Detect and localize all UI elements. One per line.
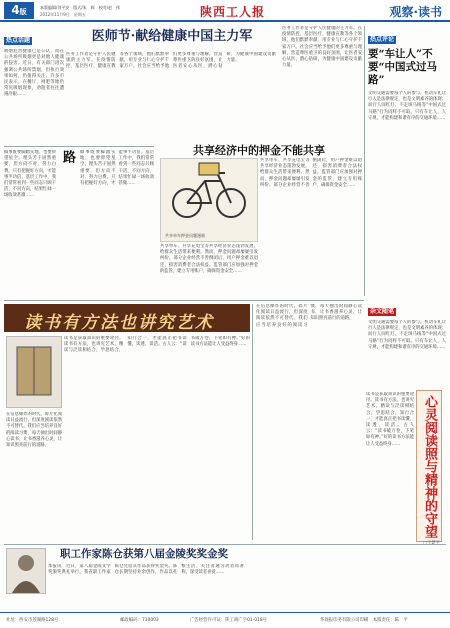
main-headline-block (66, 26, 278, 50)
reading-banner (4, 304, 250, 332)
bicycle-icon (161, 159, 257, 229)
right-commentary-block (368, 26, 446, 296)
reading-article-body: 读书是获取知识的重要途径。读书有方法，也讲究艺术。精读与泛读相结合，学思结合，知行合一，才能真正把书读懂、读透、读活。古人云：“读书破万卷，下笔如有神。”好的读书方法能让人受益终身…… (64, 336, 250, 354)
book-icon (7, 337, 61, 407)
footer-address: 社址：西安市莲湖路128号 (6, 618, 59, 623)
share-headline: 共享经济中的押金不能共享 (193, 144, 325, 157)
vertical-headline-block (58, 150, 78, 300)
editor-line: 本版编辑/刘平安 版式/朱 晖 校对/赵 伟 (40, 5, 121, 10)
right-headline: 要“车让人”不要“中国式过马路” (368, 48, 438, 86)
date-line: 2012年11月9日 星期五 (40, 12, 86, 17)
award-headline: 职工作家陈仓获第八届金陵奖奖金奖 (60, 548, 228, 560)
page-number: 4 (11, 3, 20, 17)
divider (4, 544, 446, 545)
vertical-headline: 路 (60, 150, 75, 163)
page-number-badge (4, 2, 34, 19)
right-article-body: 文明交通需要每个人的参与。机动车礼让行人是法律规定，也是文明素养的体现；而行人闯红灯、不走斑马线等“中国式过马路”行为同样不可取。只有车让人、人守规，才能构建和谐有序的交通环境…… (368, 91, 446, 121)
divider (252, 304, 253, 540)
reading-article-right: 在信息爆炸的时代，碎片化阅读日益流行，但深度阅读依然不可替代。我们应当培养良好的阅读习惯，每天抽出时间静心读书，让书香滋养心灵，让知识照亮前行的道路。 (256, 304, 362, 328)
share-article-body-2: 共享单车、共享充电宝等共享经济业态蓬勃发展，给群众生活带来便利。然而，押金问题却屡屡引发纠纷。部分企业经营不善倒闭后，用户押金难以退还，损害消费者合法权益。监管部门应加强对押金的监管，建立专用账户，确保资金安全…… (160, 244, 258, 274)
award-article-body: 本报讯 近日，第八届金陵文学奖颁奖典礼举行，我省职工作家陈仓凭借其作品获得奖金奖。陈仓长期坚持业余创作，作品以扎根生活、关注普通劳动者而著称，深受读者喜爱…… (48, 564, 244, 576)
page-footer (0, 612, 450, 628)
book-photo (6, 336, 62, 408)
page-header (0, 0, 450, 22)
commentary-tag: 热点评论 (370, 36, 395, 43)
illustration-caption: 共享单车押金问题漫画 (165, 233, 205, 238)
heart-title: 心灵阅读照与精神的守望 (422, 395, 437, 538)
footer-license: 广告经营许可证：陕工商广字01-018号 (190, 618, 268, 623)
essay-body: 文明交通需要每个人的参与。机动车礼让行人是法律规定，也是文明素养的体现；而行人闯红灯、不走斑马线等“中国式过马路”行为同样不可取。只有车让人、人守规，才能构建和谐有序的交通环境…… (368, 320, 446, 350)
footer-printer: 华商报印务有限公司印刷 本版责任：陈 平 (320, 618, 408, 623)
divider (4, 146, 154, 147)
divider (364, 26, 365, 296)
person-icon (7, 549, 45, 593)
top-middle-text: 医务工作者是守护人民健康的主力军。在疫情防控、基层医疗、健康宣教等各个领域，他们默默奉献，用专业与仁心守护千家万户。社会应当给予他们更多尊重与理解，营造尊医重卫的良好氛围，让医者安心从医、潜心钻研，为健康中国建设贡献力量。 (282, 26, 362, 69)
reading-article-body-left: 在信息爆炸的时代，碎片化阅读日益流行，但深度阅读依然不可替代。我们应当培养良好的阅读习惯，每天抽出时间静心读书，让书香滋养心灵，让知识照亮前行的道路。 (6, 412, 62, 449)
left-lead-text: 吸烟危害健康已是公认，而在公共场所吸烟更是对他人健康的侵害。近日，有关部门再次强调公共场所禁烟，但执行效果如何，仍值得关注。许多市民表示，在餐厅、网吧等地仍常见吸烟现象，劝阻者往往遭遇冷眼…… (4, 49, 64, 98)
section-title: 观察·读书 (389, 5, 442, 19)
main-headline: 医师节·献给健康中国主力军 (91, 29, 253, 44)
main-article-body: 医务工作者是守护人民健康的主力军。在疫情防控、基层医疗、健康宣教等各个领域，他们默默奉献，用专业与仁心守护千家万户。社会应当给予他们更多尊重与理解，营造尊医重卫的良好氛围，让医者安心从医、潜心钻研，为健康中国建设贡献力量。 (66, 52, 276, 70)
footer-postcode: 邮政编码：710003 (120, 618, 159, 623)
essay-block (368, 298, 446, 388)
banner-title: 读书有方法也讲究艺术 (24, 313, 214, 333)
masthead: 陕西工人报 (200, 5, 266, 19)
share-article-body: 共享单车、共享充电宝等共享经济业态蓬勃发展，给群众生活带来便利。然而，押金问题却屡屡引发纠纷。部分企业经营不善倒闭后，用户押金难以退还，损害消费者合法权益。监管部门应加强对押金的监管，建立专用账户，确保资金安全…… (260, 158, 362, 188)
bicycle-illustration (160, 158, 258, 242)
essay-tag: 杂文随笔 (370, 308, 395, 315)
author-photo (6, 548, 46, 594)
page-suffix: 版 (19, 8, 27, 16)
heart-title-box (416, 390, 442, 542)
heart-article-body: 读书是获取知识的重要途径。读书有方法，也讲究艺术。精读与泛读相结合，学思结合，知行合一，才能真正把书读懂、读透、读活。古人云：“读书破万卷，下笔如有神。”好的读书方法能让人受益终身…… (366, 392, 414, 447)
award-headline-block (60, 547, 320, 561)
share-headline-block (156, 144, 362, 158)
hot-topic-tag: 热点话题 (6, 37, 31, 44)
vertical-article-body-left: 做事既要脚踏实地，也要仰望星空。埋头苦干固然重要，但方向不对，努力白费。只有把握好方向，才能事半功倍。基层工作中，我们常常看到一些同志只顾干活，不问方向，结果忙碌一场收效甚微…… (4, 150, 56, 199)
divider (4, 300, 364, 301)
vertical-article-body: 做事既要脚踏实地，也要仰望星空。埋头苦干固然重要，但方向不对，努力白费。只有把握好方向，才能事半功倍。基层工作中，我们常常看到一些同志只顾干活，不问方向，结果忙碌一场收效甚微…… (80, 150, 154, 187)
